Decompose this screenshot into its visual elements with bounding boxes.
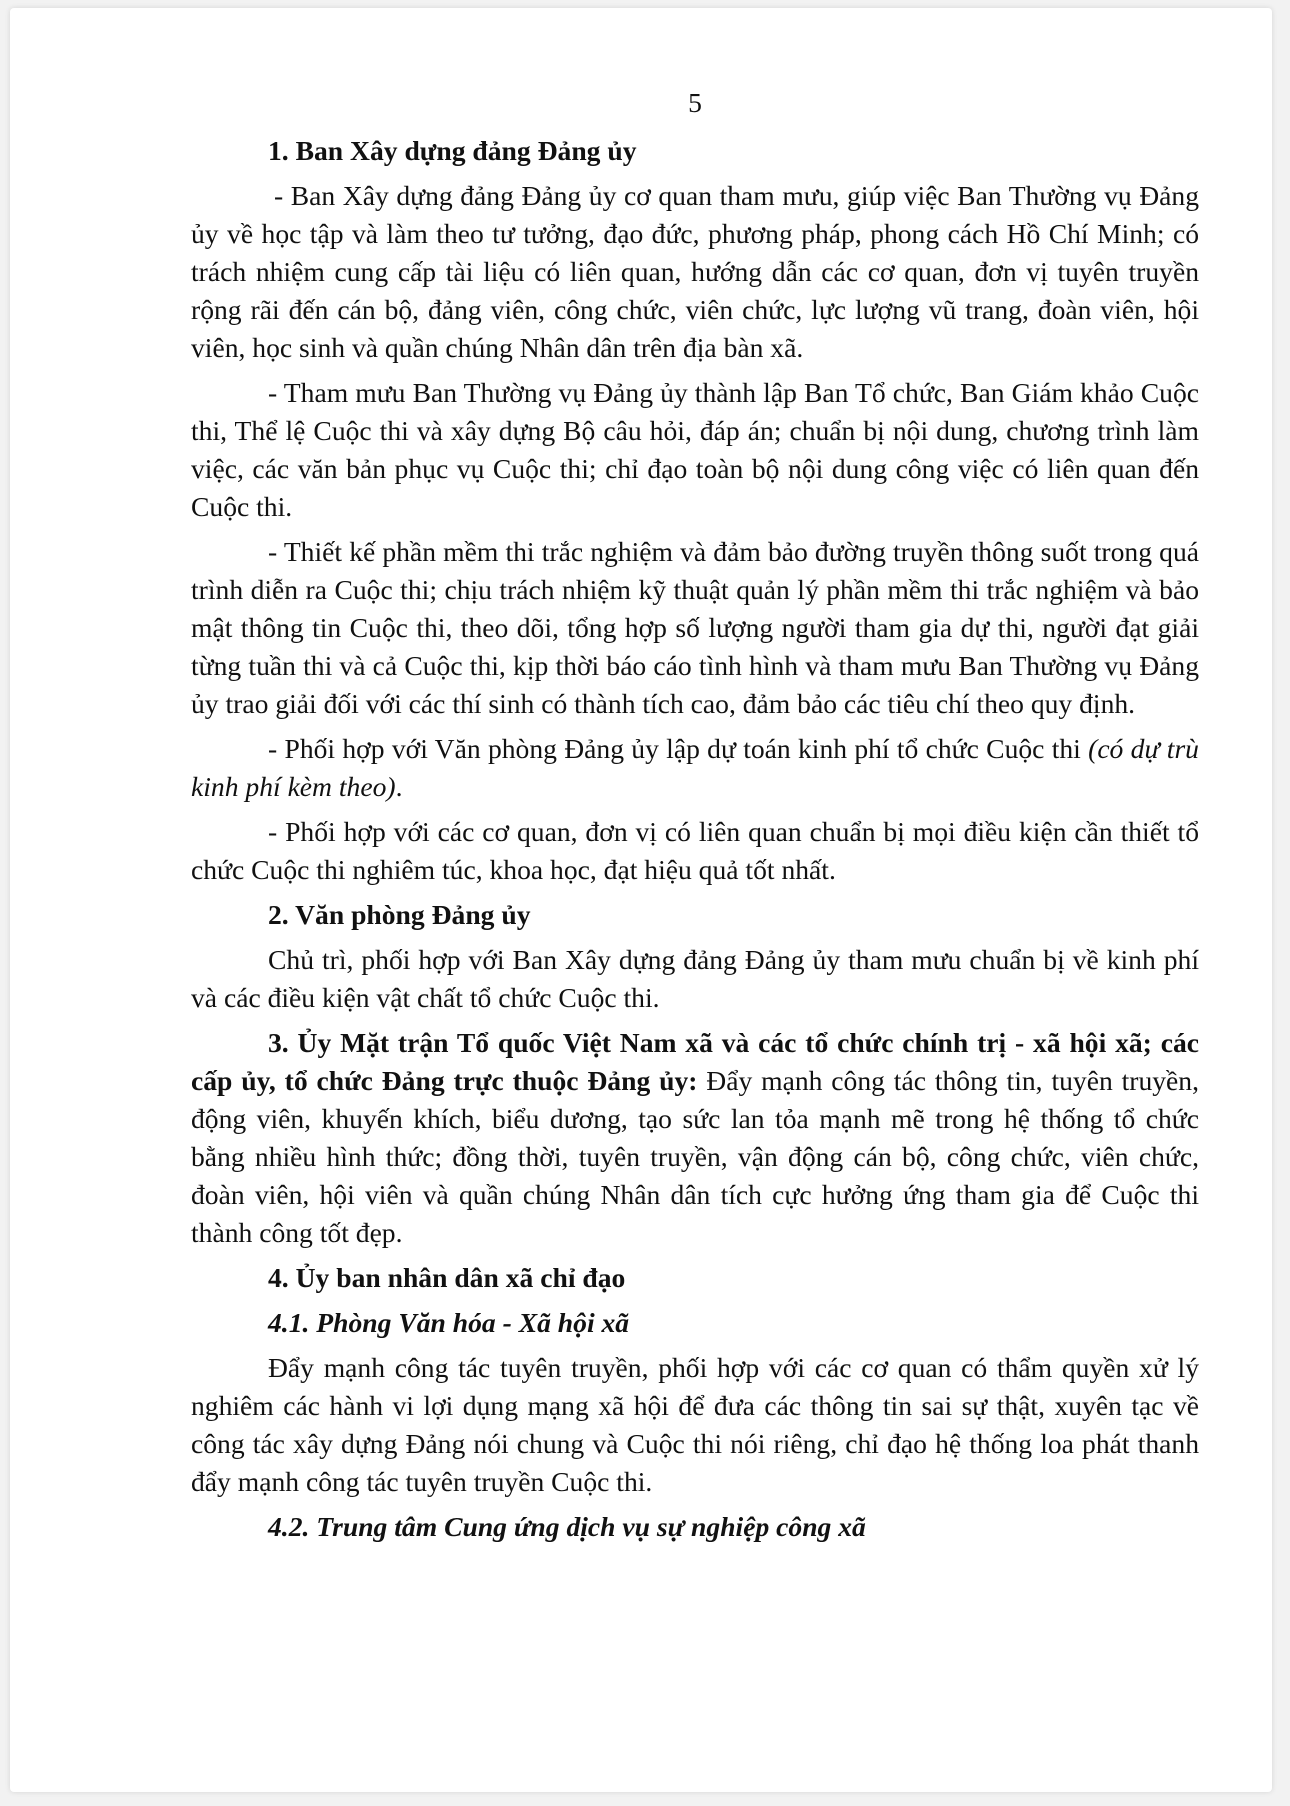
section-4-heading: 4. Ủy ban nhân dân xã chỉ đạo — [268, 1262, 626, 1293]
section-4-1-paragraph-1: Đẩy mạnh công tác tuyên truyền, phối hợp với các cơ quan có thẩm quyền xử lý nghiêm các hành vi lợi dụng mạng xã hội để đưa các thông tin sai sự thật, xuyên tạc về công tác xây dựng Đảng nói chung và Cuộc thi nói riêng, chỉ đạo hệ thống loa phát thanh đẩy mạnh công tác tuyên truyền Cuộc thi. — [191, 1352, 1199, 1497]
section-2-paragraph-1: Chủ trì, phối hợp với Ban Xây dựng đảng Đảng ủy tham mưu chuẩn bị về kinh phí và các điều kiện vật chất tổ chức Cuộc thi. — [191, 944, 1199, 1013]
section-1-paragraph-3: - Thiết kế phần mềm thi trắc nghiệm và đảm bảo đường truyền thông suốt trong quá trình diễn ra Cuộc thi; chịu trách nhiệm kỹ thuật quản lý phần mềm thi trắc nghiệm và bảo mật thông tin Cuộc thi, theo dõi, tổng hợp số lượng người tham gia dự thi, người đạt giải từng tuần thi và cả Cuộc thi, kịp thời báo cáo tình hình và tham mưu Ban Thường vụ Đảng ủy trao giải đối với các thí sinh có thành tích cao, đảm bảo các tiêu chí theo quy định. — [191, 536, 1199, 719]
page-number: 5 — [688, 87, 702, 118]
section-2-heading: 2. Văn phòng Đảng ủy — [268, 899, 531, 930]
section-4-1-heading: 4.1. Phòng Văn hóa - Xã hội xã — [268, 1307, 630, 1338]
section-1-heading: 1. Ban Xây dựng đảng Đảng ủy — [268, 135, 637, 166]
section-3-paragraph — [191, 1024, 1199, 1252]
document-page — [10, 8, 1272, 1792]
section-1-paragraph-4 — [191, 730, 1199, 806]
section-3-lead: 3. Ủy Mặt trận Tổ quốc Việt Nam xã và các tổ chức chính trị - xã hội xã; các cấp ủy, tổ chức Đảng trực thuộc Đảng ủy: — [191, 1027, 1199, 1096]
section-1-paragraph-2: - Tham mưu Ban Thường vụ Đảng ủy thành lập Ban Tổ chức, Ban Giám khảo Cuộc thi, Thể lệ Cuộc thi và xây dựng Bộ câu hỏi, đáp án; chuẩn bị nội dung, chương trình làm việc, các văn bản phục vụ Cuộc thi; chỉ đạo toàn bộ nội dung công việc có liên quan đến Cuộc thi. — [191, 377, 1199, 522]
section-1-paragraph-4-end: . — [395, 771, 403, 802]
section-4-2-heading: 4.2. Trung tâm Cung ứng dịch vụ sự nghiệp công xã — [268, 1511, 866, 1542]
section-1-paragraph-4-note: (có dự trù kinh phí kèm theo) — [191, 733, 1199, 802]
section-1-paragraph-4-text: - Phối hợp với Văn phòng Đảng ủy lập dự toán kinh phí tổ chức Cuộc thi — [268, 733, 1089, 764]
document-body — [191, 82, 1199, 1553]
section-1-paragraph-5: - Phối hợp với các cơ quan, đơn vị có liên quan chuẩn bị mọi điều kiện cần thiết tổ chức Cuộc thi nghiêm túc, khoa học, đạt hiệu quả tốt nhất. — [191, 816, 1199, 885]
section-1-paragraph-1: - Ban Xây dựng đảng Đảng ủy cơ quan tham mưu, giúp việc Ban Thường vụ Đảng ủy về học tập và làm theo tư tưởng, đạo đức, phương pháp, phong cách Hồ Chí Minh; có trách nhiệm cung cấp tài liệu có liên quan, hướng dẫn các cơ quan, đơn vị tuyên truyền rộng rãi đến cán bộ, đảng viên, công chức, viên chức, lực lượng vũ trang, đoàn viên, hội viên, học sinh và quần chúng Nhân dân trên địa bàn xã. — [191, 180, 1199, 363]
section-3-text: Đẩy mạnh công tác thông tin, tuyên truyền, động viên, khuyến khích, biểu dương, tạo sức lan tỏa mạnh mẽ trong hệ thống tổ chức bằng nhiều hình thức; đồng thời, tuyên truyền, vận động cán bộ, công chức, viên chức, đoàn viên, hội viên và quần chúng Nhân dân tích cực hưởng ứng tham gia để Cuộc thi thành công tốt đẹp. — [191, 1065, 1199, 1248]
